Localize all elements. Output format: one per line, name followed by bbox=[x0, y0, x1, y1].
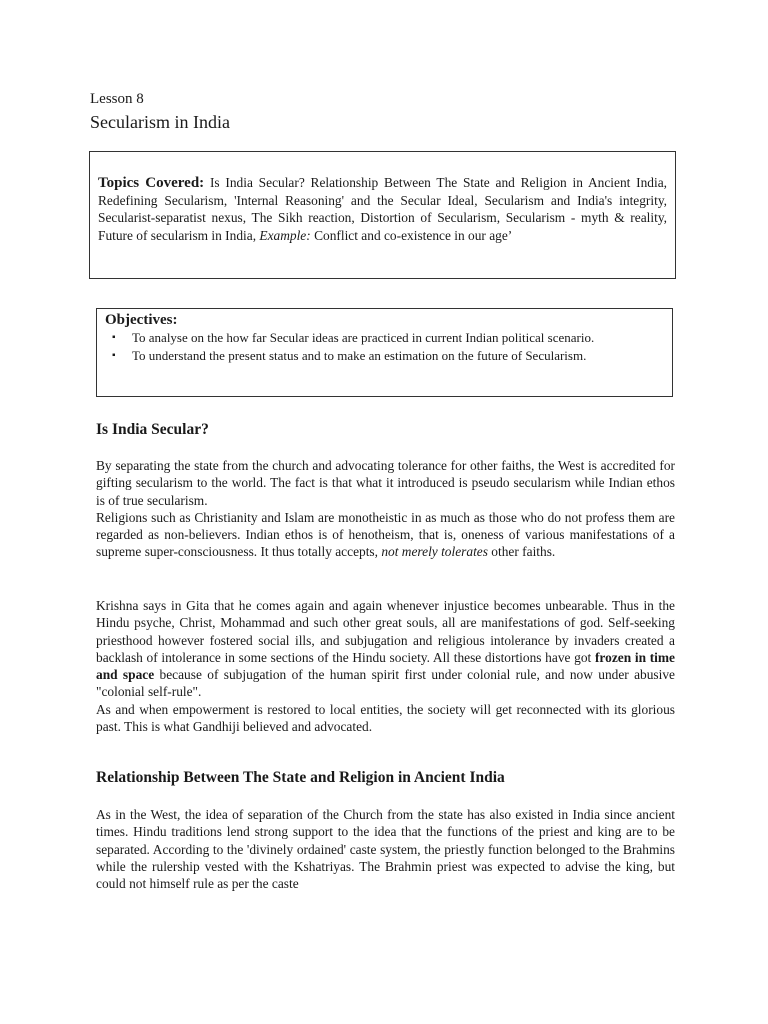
topics-example-text: Conflict and co-existence in our age’ bbox=[310, 227, 513, 243]
section-heading-state-religion: Relationship Between The State and Religion in Ancient India bbox=[96, 769, 505, 786]
objectives-list bbox=[105, 330, 664, 364]
topics-example-label: Example: bbox=[259, 227, 311, 243]
paragraph-text: other faiths. bbox=[487, 544, 556, 560]
paragraph: By separating the state from the church and advocating tolerance for other faiths, the West is accredited for gifting secularism to the world. The fact is that what it introduced is pseudo secularism while Indian ethos is of true secularism. bbox=[96, 458, 675, 508]
paragraph-text: Krishna says in Gita that he comes again and again whenever injustice becomes unbearable. Thus in the Hindu psyche, Christ, Mohammad and such other great souls, all are manifestations of god. Self-seeking priesthood however fostered social ills, and subjugation and religious intolerance by invaders created a backlash of intolerance in some sections of the Hindu society. All these distortions have got bbox=[96, 598, 675, 665]
paragraph-text: Religions such as Christianity and Islam are monotheistic in as much as those who do not profess them are regarded as non-believers. Indian ethos is of henotheism, that is, oneness of various manifestations of a supreme super-consciousness. It thus totally accepts, bbox=[96, 509, 675, 560]
topics-covered-box bbox=[89, 151, 676, 279]
paragraph: As and when empowerment is restored to local entities, the society will get reconnected with its glorious past. This is what Gandhiji believed and advocated. bbox=[96, 701, 675, 735]
section-heading-is-india-secular: Is India Secular? bbox=[96, 421, 209, 438]
objective-text: To analyse on the how far Secular ideas are practiced in current Indian political scenario. bbox=[132, 330, 595, 345]
emphasis-text: not merely tolerates bbox=[381, 544, 488, 560]
topics-text: Is India Secular? Relationship Between The State and Religion in Ancient India, Redefining Secularism, 'Internal Reasoning' and the Secular Ideal, Secularism and India's integrity, Secularist-separatist nexus, The Sikh reaction, Distortion of Secularism, Secularism - myth & reality, Future of secularism in India, bbox=[98, 175, 667, 243]
bold-text: frozen in time and space bbox=[96, 649, 675, 683]
paragraph-text: because of subjugation of the human spirit first under colonial rule, and now under abusive "colonial self-rule". bbox=[96, 667, 675, 700]
section2-body bbox=[96, 806, 675, 892]
objectives-box bbox=[96, 308, 673, 397]
section1-body-continued bbox=[96, 597, 675, 735]
lesson-number: Lesson 8 bbox=[90, 91, 144, 107]
objectives-title: Objectives: bbox=[105, 312, 178, 328]
paragraph bbox=[96, 509, 675, 561]
square-bullet-icon: ▪ bbox=[112, 332, 116, 343]
lesson-title: Secularism in India bbox=[90, 112, 230, 132]
square-bullet-icon: ▪ bbox=[112, 349, 116, 361]
topics-covered-label: Topics Covered: bbox=[98, 175, 205, 191]
section1-body bbox=[96, 457, 675, 561]
paragraph bbox=[96, 597, 675, 701]
paragraph: As in the West, the idea of separation of the Church from the state has also existed in India since ancient times. Hindu traditions lend strong support to the idea that the functions of the priest and king are to be separated. According to the 'divinely ordained' caste system, the priestly function belonged to the Brahmins while the rulership vested with the Kshatriyas. The Brahmin priest was expected to advise the king, but could not himself rule as per the caste bbox=[96, 807, 675, 892]
objective-item bbox=[112, 330, 664, 347]
objective-item bbox=[112, 347, 664, 365]
objective-text: To understand the present status and to make an estimation on the future of Secularism. bbox=[132, 347, 587, 363]
